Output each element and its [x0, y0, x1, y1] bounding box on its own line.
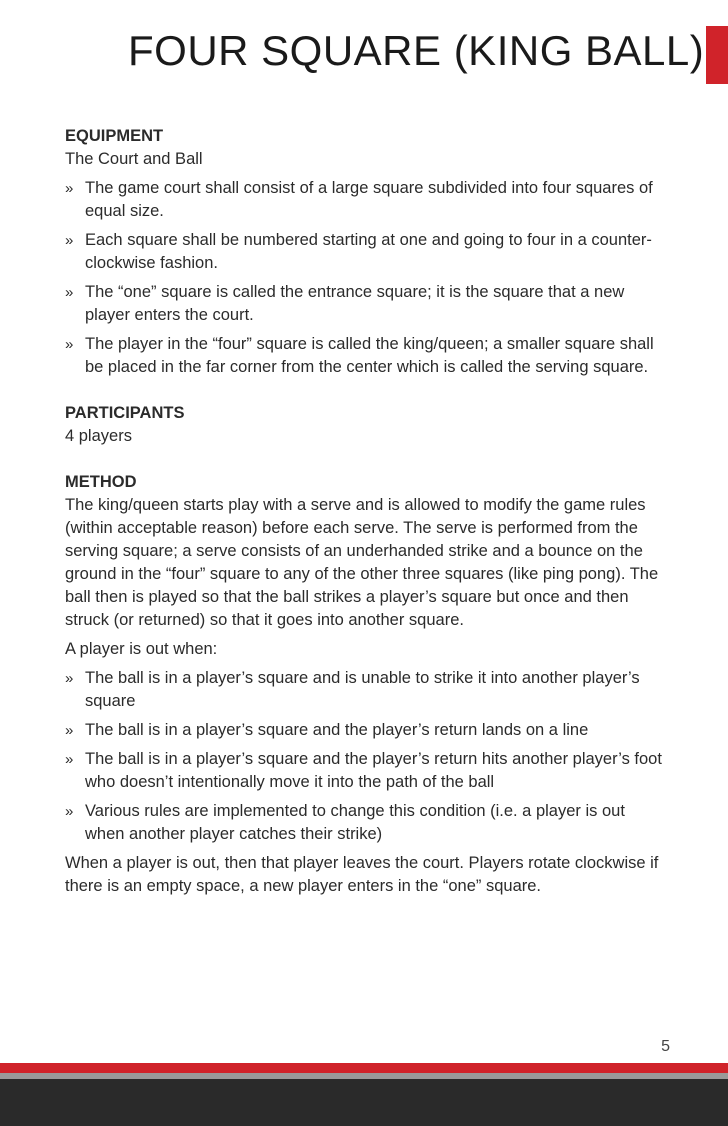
participants-heading: PARTICIPANTS [65, 404, 185, 422]
bullet-icon: » [65, 722, 74, 739]
equipment-list [65, 177, 665, 379]
list-item-text: The ball is in a player’s square and the player’s return lands on a line [85, 721, 589, 739]
list-item-text: The “one” square is called the entrance square; it is the square that a new player enters the court. [85, 283, 625, 324]
footer-red-band [0, 1063, 728, 1073]
list-item [65, 177, 665, 223]
bullet-icon: » [65, 670, 74, 687]
page-title: FOUR SQUARE (KING BALL) [128, 27, 705, 74]
bullet-icon: » [65, 803, 74, 820]
bullet-icon: » [65, 751, 74, 768]
method-closing: When a player is out, then that player leaves the court. Players rotate clockwise if there is an empty space, a new player enters in the “one” square. [65, 854, 659, 895]
list-item [65, 333, 665, 379]
participants-section [65, 402, 665, 448]
out-conditions-list [65, 667, 665, 846]
list-item [65, 229, 665, 275]
footer-dark-band [0, 1079, 728, 1126]
list-item [65, 719, 665, 742]
bullet-icon: » [65, 232, 74, 249]
document-body [65, 125, 665, 898]
list-item-text: The player in the “four” square is called the king/queen; a smaller square shall be placed in the far corner from the center which is called the serving square. [85, 335, 654, 376]
list-item [65, 667, 665, 713]
method-heading: METHOD [65, 473, 137, 491]
equipment-section [65, 125, 665, 379]
equipment-heading: EQUIPMENT [65, 127, 164, 145]
list-item-text: Each square shall be numbered starting at one and going to four in a counter-clockwise fashion. [85, 231, 652, 272]
title-accent-tab [706, 26, 728, 84]
bullet-icon: » [65, 180, 74, 197]
list-item [65, 281, 665, 327]
participants-text: 4 players [65, 427, 132, 445]
list-item [65, 748, 665, 794]
list-item-text: The ball is in a player’s square and the player’s return hits another player’s foot who doesn’t intentionally move it into the path of the ball [85, 750, 662, 791]
equipment-subheading: The Court and Ball [65, 150, 203, 168]
list-item [65, 800, 665, 846]
method-section [65, 471, 665, 898]
page-number: 5 [661, 1038, 670, 1055]
bullet-icon: » [65, 336, 74, 353]
list-item-text: The game court shall consist of a large square subdivided into four squares of equal size. [85, 179, 653, 220]
bullet-icon: » [65, 284, 74, 301]
list-item-text: Various rules are implemented to change this condition (i.e. a player is out when another player catches their strike) [85, 802, 625, 843]
method-text: The king/queen starts play with a serve and is allowed to modify the game rules (within acceptable reason) before each serve. The serve is performed from the serving square; a serve consists of an underhanded strike and a bounce on the ground in the “four” square to any of the other three squares (like ping pong). The ball then is played so that the ball strikes a player’s square but once and then struck (or returned) so that it goes into another square. [65, 496, 659, 629]
list-item-text: The ball is in a player’s square and is unable to strike it into another player’s square [85, 669, 640, 710]
out-intro: A player is out when: [65, 640, 218, 658]
